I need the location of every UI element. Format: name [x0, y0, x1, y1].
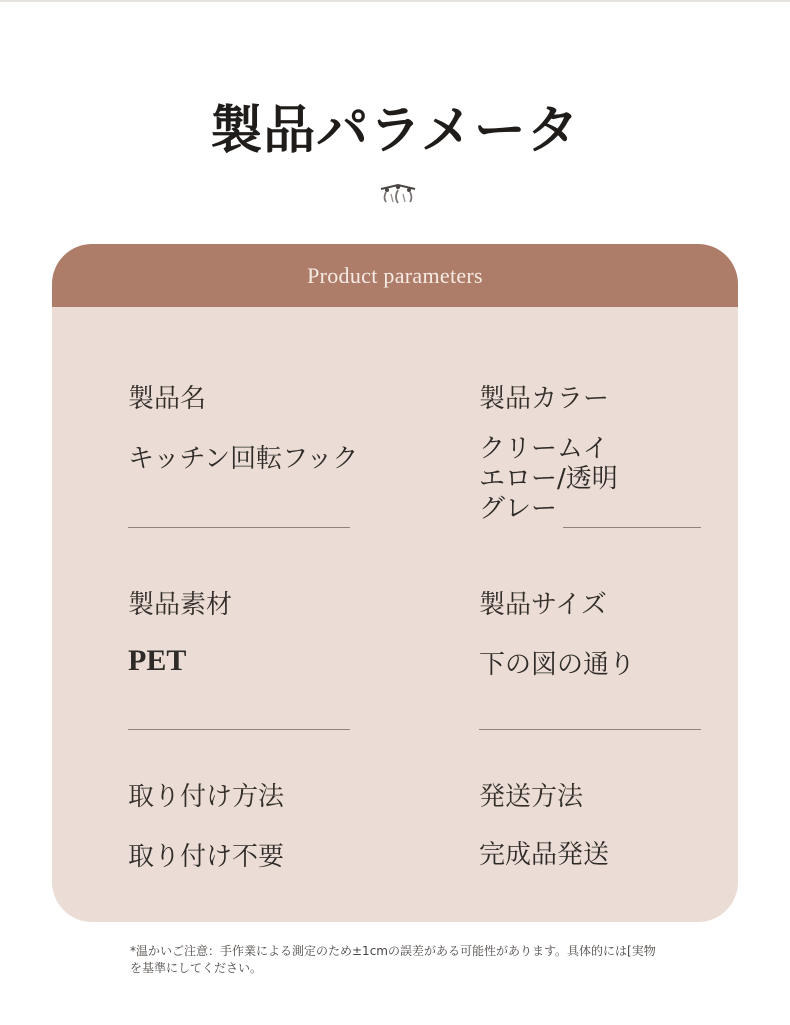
param-value: 取り付け不要 [128, 842, 285, 872]
param-label: 製品名 [128, 384, 207, 414]
param-divider [128, 729, 350, 730]
footnote [130, 943, 670, 977]
param-value-line: クリームイ [479, 434, 609, 464]
param-value: 完成品発送 [479, 840, 610, 870]
param-value: キッチン回転フック [128, 444, 359, 474]
param-value-line: グレー [479, 494, 558, 524]
hook-icon [378, 182, 418, 206]
footnote-line: を基準にしてください。 [130, 961, 263, 975]
param-label: 製品サイズ [479, 590, 607, 620]
param-value: 下の図の通り [479, 650, 636, 680]
top-divider [0, 0, 790, 2]
card-header: Product parameters [52, 244, 738, 307]
param-value: PET [128, 644, 187, 677]
param-divider [128, 527, 350, 528]
product-parameters-card [52, 244, 738, 922]
param-divider [479, 729, 701, 730]
param-label: 製品素材 [128, 590, 233, 620]
param-label: 製品カラー [479, 384, 610, 414]
param-label: 発送方法 [479, 782, 584, 812]
param-divider [563, 527, 701, 528]
param-label: 取り付け方法 [128, 782, 285, 812]
param-value-line: エロー/透明 [479, 464, 618, 494]
footnote-line: *温かいご注意：手作業による測定のため±1cmの誤差がある可能性があります。具体的には[実物 [130, 944, 656, 958]
page-title: 製品パラメータ [210, 101, 580, 161]
